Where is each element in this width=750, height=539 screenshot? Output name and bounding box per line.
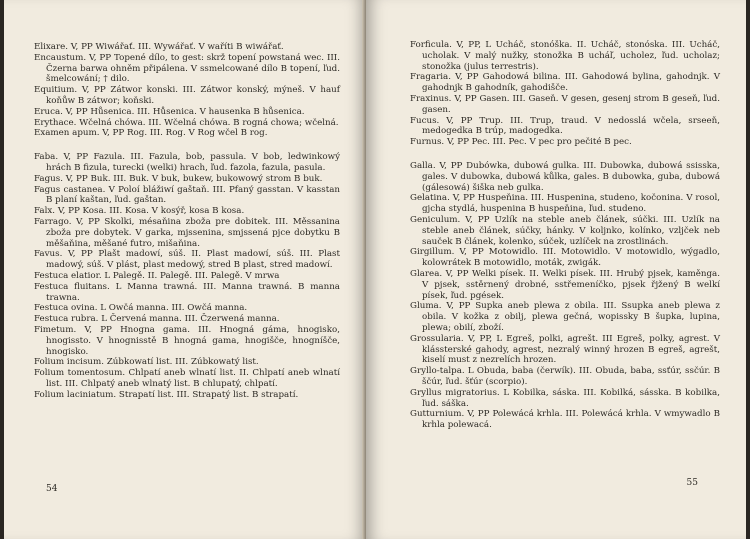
dictionary-entry: Folium incisum. Zúbkowatí list. III. Zúbkowatý list. (34, 357, 259, 368)
page-number-right: 55 (686, 478, 698, 488)
dictionary-entry: Geniculum. V, PP Uzlík na steble aneb článek, súčki. III. Uzlík na steble aneb článek, súčky, hánky. V koljnko, kolínko, vzljček neb sauček B článek, kolenko, súček, uzlíček na zrostlinách. (410, 214, 720, 247)
dictionary-entry: Gelatina. V, PP Huspeňina. III. Huspenina, studeno, kočonina. V rosol, gjcha stydlá, huspenina B huspeňina, ľud. studeno. (410, 193, 720, 215)
dictionary-entry: Gryllo-talpa. L Obuda, baba (čerwík). III. Obuda, baba, ssťúr, ssčúr. B ščúr, ľud. šťúr (scorpio). (410, 366, 720, 387)
right-page (366, 0, 746, 539)
dictionary-entry: Fucus. V, PP Trup. III. Trup, traud. V nedosslá wčela, srseeň, medogedka B trúp, madogedka. (410, 115, 720, 137)
dictionary-entry: Fraxinus. V, PP Gasen. III. Gaseň. V gesen, gesenj strom B geseň, ľud. gasen. (410, 93, 720, 115)
dictionary-entry: Furnus. V, PP Pec. III. Pec. V pec pro pečité B pec. (410, 137, 632, 148)
dictionary-entry: Festuca rubra. L Červená manna. III. Čzerwená manna. (34, 314, 280, 325)
dictionary-entry: Faba. V, PP Fazula. III. Fazula, bob, passula. V bob, ledwinkowý hrách B fizula, turecki (welki) hrach, ľud. fazola, fazula, pasula. (34, 152, 340, 173)
dictionary-entry: Favus. V, PP Plašt madowí, súš. II. Plast madowí, súš. III. Plast madowý, súš. V plást, plast medowý, stred B plast, stred madowí. (34, 249, 340, 271)
dictionary-entry: Fragaria. V, PP Gahodowá bilina. III. Gahodowá bylina, gahodnjk. V gahodnjk B gahodník, gahodišče. (410, 72, 720, 94)
dictionary-entry: Equitium. V, PP Zátwor konski. III. Zátwor konský, mýneš. V hauf koňůw B zátwor; koňski. (34, 85, 340, 106)
dictionary-entry: Farrago. V, PP Skolki, mésaňina zboža pre dobitek. III. Měssanina zboža pre dobytek. V garka, mjssenina, smjssená pjce dobytku B měšaňina, měšané futro, mišaňina. (34, 216, 340, 249)
dictionary-entry: Gutturnium. V, PP Polewácá krhla. III. Polewácá krhla. V wmywadlo B krhla polewacá. (410, 409, 720, 431)
dictionary-entry: Fagus castanea. V Poloí blážiwí gaštaň. III. Pfaný gasstan. V kasstan B planí kaštan, ľud. gaštan. (34, 184, 340, 206)
dictionary-entry: Forficula. V, PP, L Ucháč, stonóška. II. Ucháč, stonóska. III. Ucháč, ucholak. V malý nužky, stonožka B ucháľ, ucholez, ľud. ucholaz; stonožka (julus terrestris). (410, 40, 720, 72)
dictionary-entry: Encaustum. V, PP Topené dílo, to gest: skrž topení powstaná wec. III. Čzerna barwa ohněm připálena. V ssmelcowané dílo B topení, ľud. šmelcowání; † dilo. (34, 52, 340, 85)
dictionary-entry: Fimetum. V, PP Hnogna gama. III. Hnogná gáma, hnogisko, hnogissto. V hnognisstě B hnogná gama, hnogišče, hnogníšče, hnogisko. (34, 324, 340, 357)
dictionary-entry: Festuca fluitans. L Manna trawná. III. Manna trawná. B manna trawna. (34, 281, 340, 303)
dictionary-entry: Elixare. V, PP Wiwářať. III. Wywářať. V waříti B wiwářať. (34, 42, 284, 52)
dictionary-entry: Erythace. Wčelná chówa. III. Wčelná chówa. B rogná chowa; wčelná. (34, 117, 339, 128)
left-column (34, 42, 340, 401)
dictionary-entry: Falx. V, PP Kosa. III. Kosa. V kosýř, kosa B kosa. (34, 206, 245, 217)
dictionary-entry: Folium tomentosum. Chlpatí aneb wlnatí list. II. Chlpatí aneb wlnatí list. III. Chlpatý aneb wlnatý list. B chlupatý, chlpatí. (34, 368, 340, 389)
section-gap (410, 148, 720, 161)
dictionary-entry: Grossularia. V, PP, L Egreš, polki, agrešt. III Egreš, polky, agrest. V klássterské gahody, agrest, nezralý winný hrozen B egreš, agrešt, kiselí must z nezrelích hrozen. (410, 333, 720, 366)
dictionary-entry: Girgillum. V, PP Motowidlo. III. Motowidlo. V motowidlo, wýgadlo, kolowrátek B motowidlo, moták, zwigák. (410, 247, 720, 269)
dictionary-entry: Gluma. V, PP Supka aneb plewa z obila. III. Ssupka aneb plewa z obila. V kožka z obilj, plewa gečná, wopissky B šupka, lupina, plewa; obilí, zboží. (410, 301, 720, 333)
dictionary-entry: Festuca ovina. L Owčá manna. III. Owčá manna. (34, 303, 248, 314)
dictionary-entry: Folium laciniatum. Strapatí list. III. Strapatý list. B strapatí. (34, 389, 299, 400)
dictionary-entry: Glarea. V, PP Welki písek. II. Welki písek. III. Hrubý pjsek, kaměnga. V pjsek, sstěrnený drobné, sstřemeníčko, pjsek řjžený B welkí písek, ľud. pgések. (410, 268, 720, 301)
right-column (410, 40, 720, 431)
dictionary-entry: Gryllus migratorius. L Kobilka, sáska. III. Kobilká, sásska. B kobilka, ľud. sáška. (410, 387, 720, 409)
dictionary-entry: Fagus. V, PP Buk. III. Buk. V buk, bukew, bukowowý strom B buk. (34, 173, 323, 184)
dictionary-entry: Galla. V, PP Dubówka, dubowá gulka. III. Dubowka, dubowá ssisska, gales. V dubowka, dubowá kůlka, gales. B dubowka, guba, dubowá (gálesowá) šiška neb gulka. (410, 160, 720, 193)
dictionary-entry: Festuca elatior. L Palegě. II. Palegě. III. Palegě. V mrwa (34, 270, 280, 281)
page-number-left: 54 (46, 484, 58, 494)
section-gap (34, 139, 340, 152)
dictionary-entry: Eruca. V, PP Hůsenica. III. Hůsenica. V hausenka B hůsenica. (34, 106, 305, 117)
left-page (4, 0, 366, 539)
dictionary-entry: Examen apum. V, PP Rog. III. Rog. V Rog wčel B rog. (34, 128, 268, 139)
